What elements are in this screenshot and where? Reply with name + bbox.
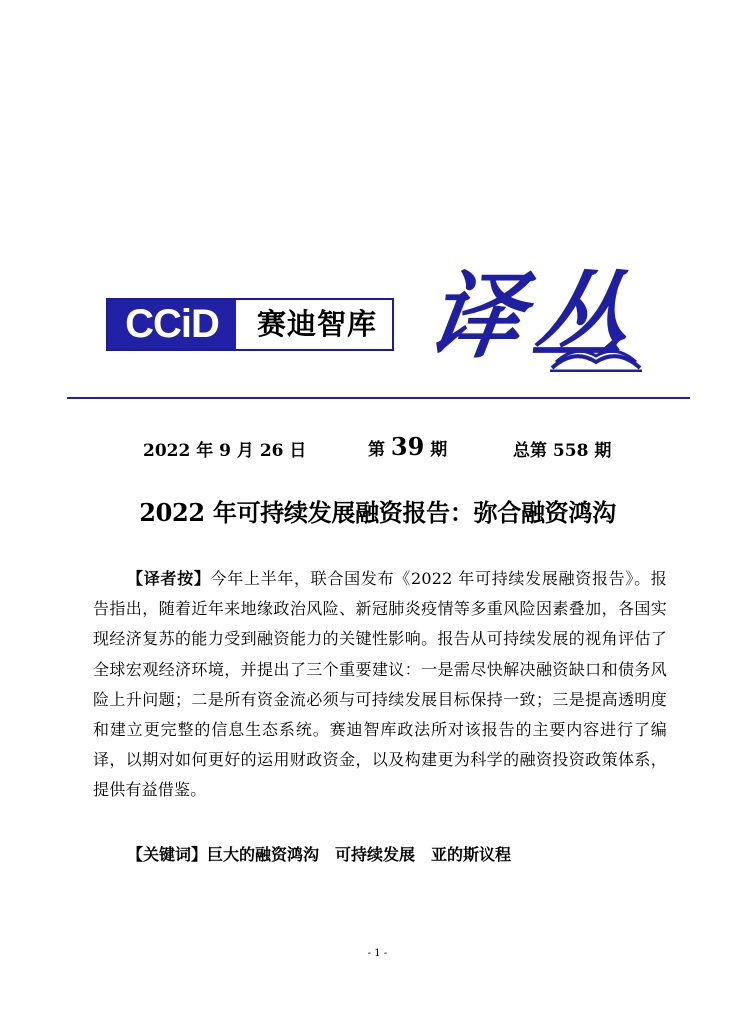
logo-ccid-mark: CCiD bbox=[108, 300, 236, 349]
document-title: 2022 年可持续发展融资报告：弥合融资鸿沟 bbox=[139, 498, 616, 527]
issue-date: 2022 年 9 月 26 日 bbox=[143, 441, 307, 461]
translator-note bbox=[93, 564, 667, 806]
issue-total: 总第 558 期 bbox=[513, 441, 612, 461]
translator-note-text: 今年上半年，联合国发布《2022 年可持续发展融资报告》。报告指出，随着近年来地缘政治风险、新冠肺炎疫情等多重风险因素叠加，各国实现经济复苏的能力受到融资能力的关键性影响。报告从可持续发展的视角评估了全球宏观经济环境，并提出了三个重要建议：一是需尽快解决融资缺口和债务风险上升问题；二是所有资金流必须与可持续发展目标保持一致；三是提高透明度和建立更完整的信息生态系统。赛迪智库政法所对该报告的主要内容进行了编译，以期对如何更好的运用财政资金，以及构建更为科学的融资投资政策体系，提供有益借鉴。 bbox=[93, 569, 667, 800]
open-book-icon bbox=[548, 338, 644, 372]
translator-note-tag: 【译者按】 bbox=[127, 569, 211, 588]
header-rule bbox=[67, 397, 690, 399]
page-number: - 1 - bbox=[367, 948, 388, 959]
series-title: 译丛 bbox=[420, 262, 648, 372]
logo-name: 赛迪智库 bbox=[256, 307, 377, 341]
logo bbox=[106, 298, 394, 351]
keywords: 【关键词】巨大的融资鸿沟 可持续发展 亚的斯议程 bbox=[127, 845, 512, 864]
issue-number: 第 39 期 bbox=[368, 432, 448, 461]
issue-line bbox=[0, 432, 755, 462]
